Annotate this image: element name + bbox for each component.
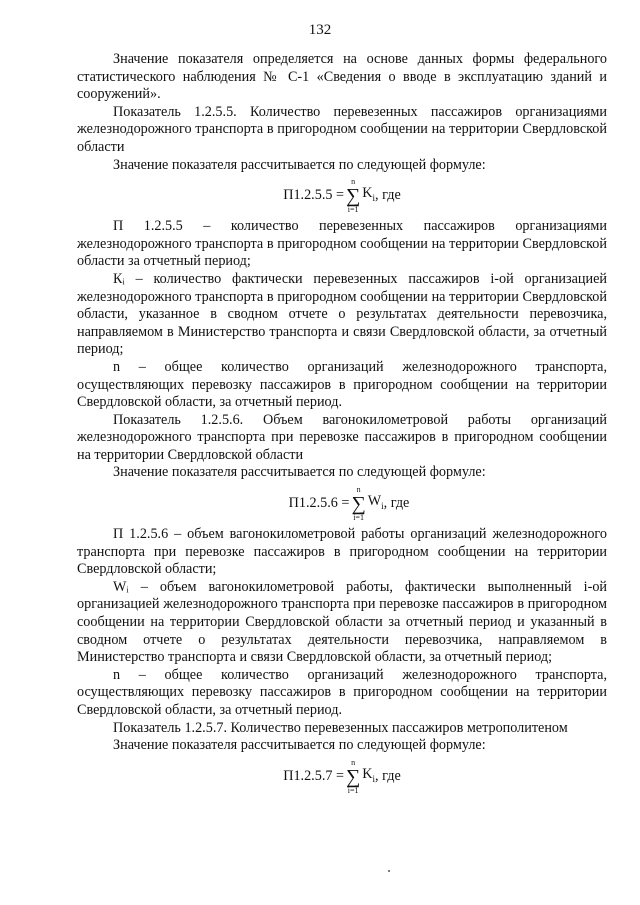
formula-variable: $W_i$ — [367, 492, 384, 511]
definition-p-1-2-5-6: П 1.2.5.6 – объем вагонокилометровой работы организаций железнодорожного транспорта при перевозке пассажиров в пригородном сообщении на территории Свердловской области; — [77, 526, 607, 578]
sum-lower-limit: i=1 — [347, 205, 359, 215]
formula-intro-2: Значение показателя рассчитывается по следующей формуле: — [113, 464, 486, 481]
formula-variable: $K_i$ — [362, 184, 376, 203]
sigma-icon: ∑ — [346, 765, 361, 788]
formula-lhs: П1.2.5.6 = — [288, 495, 350, 512]
formula-tail: , где — [375, 767, 401, 784]
sum-upper-limit: n — [356, 485, 361, 495]
sum-symbol — [346, 178, 360, 214]
indicator-1-2-5-5-heading: Показатель 1.2.5.5. Количество перевезенных пассажиров организациями железнодорожного транспорта в пригородном сообщении на территории Свердловской области — [77, 103, 607, 155]
formula-tail: , где — [383, 495, 410, 512]
sum-upper-limit: n — [351, 757, 356, 767]
formula-lhs: П1.2.5.7 = — [283, 767, 345, 784]
sum-symbol — [351, 486, 365, 522]
page-number: 132 — [308, 22, 332, 38]
definition-k-i: Кᵢ – количество фактически перевезенных пассажиров i-ой организацией железнодорожного транспорта в пригородном сообщении на территории Свердловской области, указанное в сводном отчете о результатах деятельности перевозчика, направляемом в Министерство транспорта и связи Свердловской области, за отчетный период; — [77, 270, 607, 358]
formula-1-2-5-5 — [77, 174, 607, 218]
formula-lhs: П1.2.5.5 = — [283, 187, 345, 204]
indicator-1-2-5-6-heading: Показатель 1.2.5.6. Объем вагонокилометровой работы организаций железнодорожного транспорта при перевозке пассажиров в пригородном сообщении на территории Свердловской области — [77, 411, 607, 463]
sum-upper-limit: n — [351, 177, 356, 187]
formula-variable: $K_i$ — [362, 765, 376, 784]
definition-w-i: Wᵢ – объем вагонокилометровой работы, фактически выполненный i-ой организацией железнодорожного транспорта при перевозке пассажиров в пригородном сообщении на территории Свердловской области за отчетный период и указанный в сводном отчете о результатах деятельности перевозчика, направляемом в Министерство транспорта и связи Свердловской области, за отчетный период; — [77, 578, 607, 666]
scan-speck — [388, 870, 390, 872]
formula-intro-1: Значение показателя рассчитывается по следующей формуле: — [113, 156, 486, 173]
formula-1-2-5-7 — [77, 755, 607, 799]
sum-symbol — [346, 759, 360, 795]
formula-tail: , где — [375, 187, 401, 204]
definition-p-1-2-5-5: П 1.2.5.5 – количество перевезенных пассажиров организациями железнодорожного транспорта в пригородном сообщении на территории Свердловской области за отчетный период; — [77, 218, 607, 270]
sum-lower-limit: i=1 — [353, 513, 364, 523]
definition-n-1: n – общее количество организаций железнодорожного транспорта, осуществляющих перевозку пассажиров в пригородном сообщении на территории Свердловской области, за отчетный период. — [77, 358, 607, 411]
sum-lower-limit: i=1 — [347, 785, 359, 795]
sigma-icon: ∑ — [351, 493, 366, 516]
paragraph-source-description: Значение показателя определяется на основе данных формы федерального статистического наблюдения № С-1 «Сведения о вводе в эксплуатацию зданий и сооружений». — [77, 51, 607, 103]
document-body — [77, 51, 607, 799]
formula-intro-3: Значение показателя рассчитывается по следующей формуле: — [113, 737, 486, 754]
formula-1-2-5-6 — [77, 482, 607, 526]
definition-n-2: n – общее количество организаций железнодорожного транспорта, осуществляющих перевозку пассажиров в пригородном сообщении на территории Свердловской области, за отчетный период. — [77, 666, 607, 718]
indicator-1-2-5-7-heading: Показатель 1.2.5.7. Количество перевезенных пассажиров метрополитеном — [113, 719, 568, 736]
sigma-icon: ∑ — [346, 185, 361, 208]
